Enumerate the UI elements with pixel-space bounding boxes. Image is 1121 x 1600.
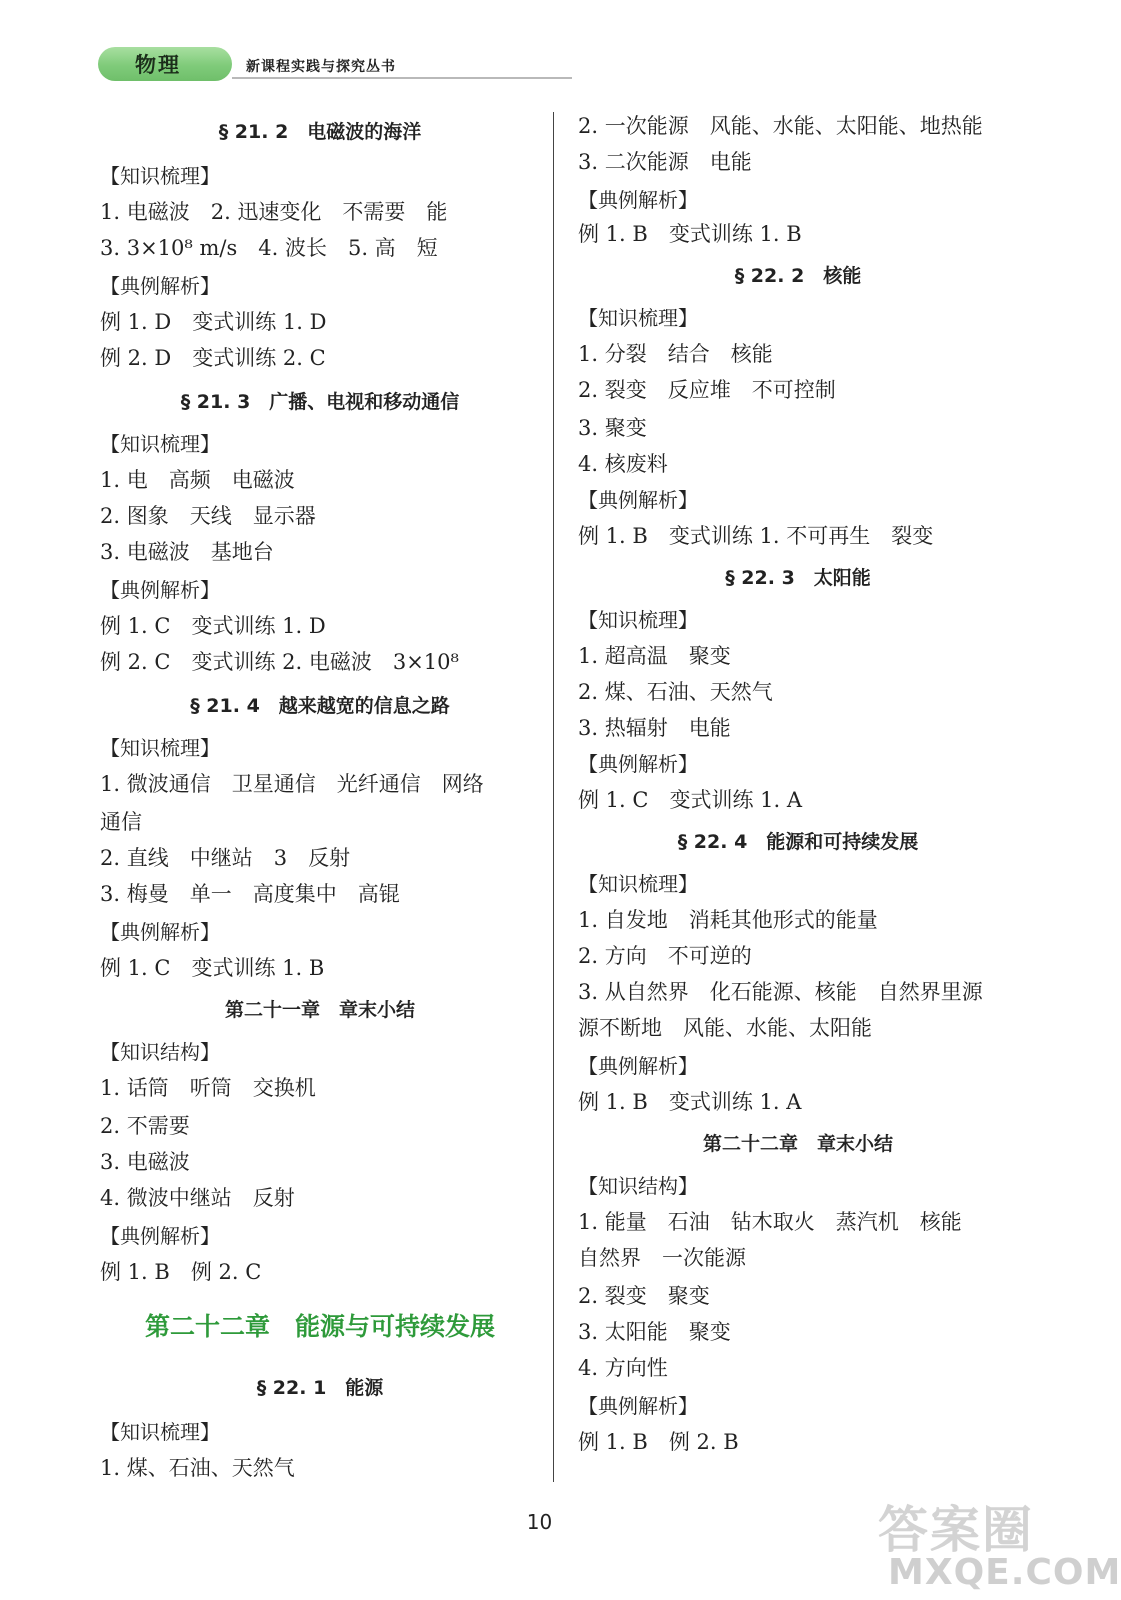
answer-line: 3. 从自然界 化石能源、核能 自然界里源	[578, 980, 983, 1004]
answer-line: 例 1. B 例 2. B	[578, 1430, 739, 1454]
subsection-label: 【知识结构】	[100, 1040, 220, 1064]
answer-line: 自然界 一次能源	[578, 1246, 746, 1270]
subsection-label: 【典例解析】	[100, 1224, 220, 1248]
answer-line: 例 1. B 变式训练 1. B	[578, 222, 802, 246]
answer-line: 3. 聚变	[578, 416, 647, 440]
answer-line: 2. 直线 中继站 3 反射	[100, 846, 351, 870]
answer-line: 例 2. D 变式训练 2. C	[100, 346, 326, 370]
answer-line: 3. 热辐射 电能	[578, 716, 731, 740]
answer-line: 2. 裂变 聚变	[578, 1284, 710, 1308]
subsection-label: 【典例解析】	[100, 274, 220, 298]
subsection-label: 【典例解析】	[100, 578, 220, 602]
answer-line: 3. 太阳能 聚变	[578, 1320, 731, 1344]
answer-line: 通信	[100, 810, 142, 834]
watermark-logo	[878, 1490, 1121, 1600]
section-heading: § 22. 1 能源	[256, 1377, 384, 1399]
column-divider	[553, 112, 554, 1482]
series-title: 新课程实践与探究丛书	[246, 59, 396, 75]
subsection-label: 【典例解析】	[578, 752, 698, 776]
watermark-url: MXQE.COM	[888, 1552, 1121, 1593]
header-rule	[232, 77, 572, 79]
page-number: 10	[526, 1510, 553, 1534]
answer-line: 2. 图象 天线 显示器	[100, 504, 316, 528]
subsection-label: 【典例解析】	[578, 1394, 698, 1418]
subject-label: 物理	[135, 53, 181, 77]
section-heading: § 22. 2 核能	[734, 265, 862, 287]
answer-line: 2. 裂变 反应堆 不可控制	[578, 378, 836, 402]
answer-line: 1. 自发地 消耗其他形式的能量	[578, 908, 878, 932]
answer-line: 4. 微波中继站 反射	[100, 1186, 295, 1210]
answer-line: 例 1. C 变式训练 1. A	[578, 788, 803, 812]
section-heading: § 22. 4 能源和可持续发展	[677, 831, 919, 853]
answer-line: 例 1. B 变式训练 1. A	[578, 1090, 802, 1114]
subsection-label: 【知识梳理】	[578, 872, 698, 896]
subsection-label: 【知识结构】	[578, 1174, 698, 1198]
subsection-label: 【知识梳理】	[578, 608, 698, 632]
section-heading: § 22. 3 太阳能	[725, 567, 871, 589]
subsection-label: 【典例解析】	[578, 188, 698, 212]
section-heading: § 21. 4 越来越宽的信息之路	[190, 695, 450, 717]
answer-line: 1. 分裂 结合 核能	[578, 342, 773, 366]
answer-line: 1. 电磁波 2. 迅速变化 不需要 能	[100, 200, 448, 224]
answer-line: 1. 话筒 听筒 交换机	[100, 1076, 316, 1100]
answer-line: 1. 微波通信 卫星通信 光纤通信 网络	[100, 772, 484, 796]
answer-line: 例 1. B 变式训练 1. 不可再生 裂变	[578, 524, 934, 548]
subsection-label: 【知识梳理】	[100, 736, 220, 760]
subsection-label: 【知识梳理】	[100, 432, 220, 456]
answer-line: 例 1. C 变式训练 1. B	[100, 956, 325, 980]
subsection-label: 【知识梳理】	[578, 306, 698, 330]
answer-line: 1. 超高温 聚变	[578, 644, 731, 668]
watermark-text: 答案圈	[878, 1501, 1034, 1559]
answer-line: 源不断地 风能、水能、太阳能	[578, 1016, 872, 1040]
section-heading: § 21. 3 广播、电视和移动通信	[180, 391, 460, 413]
answer-line: 3. 二次能源 电能	[578, 150, 752, 174]
answer-line: 2. 不需要	[100, 1114, 190, 1138]
answer-line: 例 1. C 变式训练 1. D	[100, 614, 326, 638]
answer-line: 3. 3×10⁸ m/s 4. 波长 5. 高 短	[100, 236, 438, 260]
answer-line: 3. 梅曼 单一 高度集中 高锟	[100, 882, 400, 906]
answer-line: 3. 电磁波 基地台	[100, 540, 274, 564]
chapter-title: 第二十二章 能源与可持续发展	[144, 1312, 495, 1341]
subsection-label: 【典例解析】	[100, 920, 220, 944]
subsection-label: 【典例解析】	[578, 1054, 698, 1078]
answer-line: 4. 方向性	[578, 1356, 668, 1380]
section-heading: 第二十一章 章末小结	[224, 999, 415, 1021]
section-heading: 第二十二章 章末小结	[702, 1133, 893, 1155]
subject-badge	[98, 47, 232, 81]
answer-line: 1. 煤、石油、天然气	[100, 1456, 295, 1480]
answer-line: 2. 煤、石油、天然气	[578, 680, 773, 704]
subsection-label: 【知识梳理】	[100, 1420, 220, 1444]
answer-line: 2. 方向 不可逆的	[578, 944, 752, 968]
subsection-label: 【知识梳理】	[100, 164, 220, 188]
section-heading: § 21. 2 电磁波的海洋	[218, 121, 422, 143]
answer-line: 4. 核废料	[578, 452, 668, 476]
answer-line: 3. 电磁波	[100, 1150, 190, 1174]
answer-line: 例 1. D 变式训练 1. D	[100, 310, 327, 334]
answer-line: 2. 一次能源 风能、水能、太阳能、地热能	[578, 114, 983, 138]
answer-line: 1. 能量 石油 钻木取火 蒸汽机 核能	[578, 1210, 962, 1234]
subsection-label: 【典例解析】	[578, 488, 698, 512]
answer-line: 例 2. C 变式训练 2. 电磁波 3×10⁸	[100, 650, 459, 674]
answer-line: 例 1. B 例 2. C	[100, 1260, 262, 1284]
answer-line: 1. 电 高频 电磁波	[100, 468, 295, 492]
